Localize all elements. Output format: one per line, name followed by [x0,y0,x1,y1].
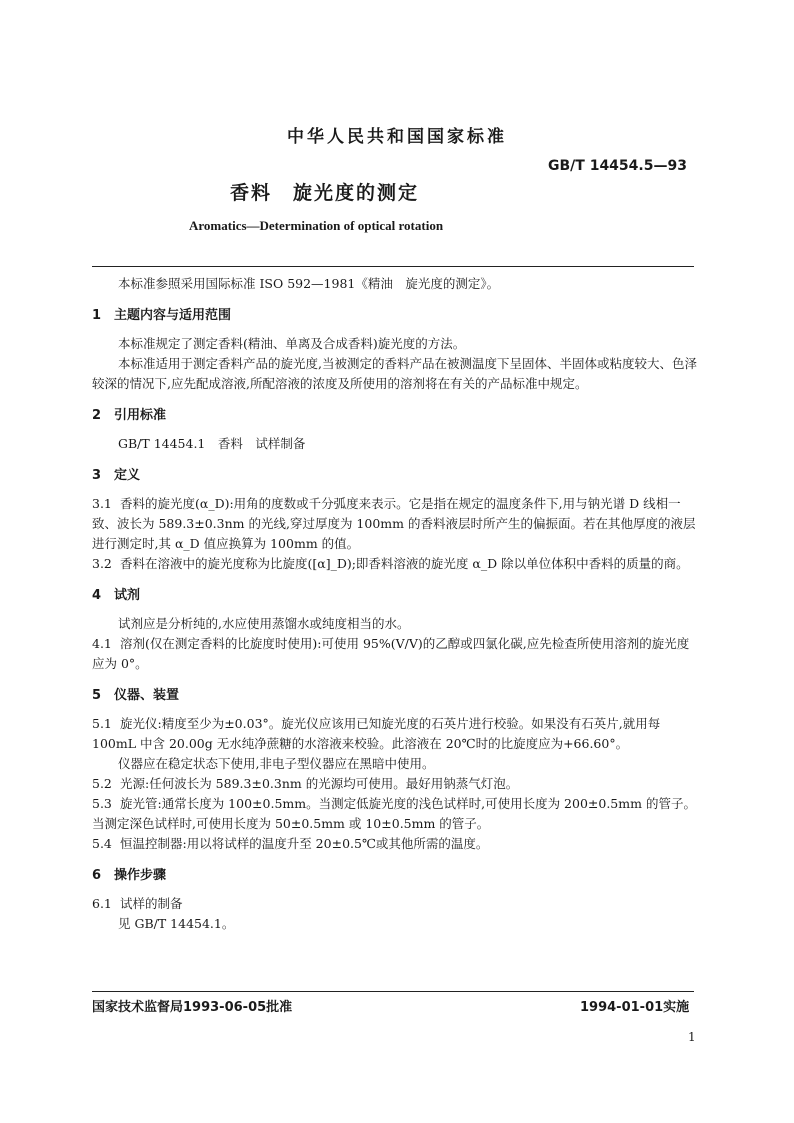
document-body [92,274,698,934]
section-number: 3 [92,468,102,483]
clause-number: 6.1 [92,896,112,911]
implementation-date: 1994-01-01实施 [580,1000,690,1015]
document-title-en: Aromatics—Determination of optical rotation [189,218,444,233]
clause-text: 恒温控制器:用以将试样的温度升至 20±0.5℃或其他所需的温度。 [120,836,489,851]
document-title-cn: 香料 旋光度的测定 [230,182,420,204]
clause-number: 3.2 [92,556,112,571]
top-divider [92,266,694,267]
standard-name: 中华人民共和国国家标准 [287,127,507,147]
clause-text: 旋光管:通常长度为 100±0.5mm。当测定低旋光度的浅色试样时,可使用长度为 200±0.5mm 的管子。当测定深色试样时,可使用长度为 50±0.5mm 或 10±0.5mm 的管子。 [92,796,696,831]
clause-number: 5.4 [92,836,112,851]
paragraph: GB/T 14454.1 香料 试样制备 [118,436,306,451]
clause-5-4 [92,834,698,854]
section-3-heading [92,466,698,486]
clause-5-2 [92,774,698,794]
clause-4-1 [92,634,698,674]
section-number: 1 [92,308,102,323]
section-title: 试剂 [114,588,141,603]
page-number: 1 [688,1030,696,1044]
clause-text: 香料在溶液中的旋光度称为比旋度([α]_D);即香料溶液的旋光度 α_D 除以单位体积中香料的质量的商。 [120,556,689,571]
section-title: 主题内容与适用范围 [114,308,232,323]
clause-number: 3.1 [92,496,112,511]
clause-3-1 [92,494,698,554]
clause-3-2 [92,554,698,574]
section-title: 操作步骤 [114,868,167,883]
section-2-heading [92,406,698,426]
clause-text: 香料的旋光度(α_D):用角的度数或千分弧度来表示。它是指在规定的温度条件下,用与钠光谱 D 线相一致、波长为 589.3±0.3nm 的光线,穿过厚度为 100mm 的香料液层时所产生的偏振面。若在其他厚度的液层进行测定时,其 α_D 值应换算为 100mm 的值。 [92,496,696,551]
section-title: 仪器、装置 [114,688,180,703]
approval-line: 国家技术监督局1993-06-05批准 [92,1000,293,1015]
section-number: 6 [92,868,102,883]
section-6-heading [92,866,698,886]
section-5-heading [92,686,698,706]
section-number: 4 [92,588,102,603]
clause-6-1 [92,894,698,914]
clause-5-1 [92,714,698,754]
section-number: 2 [92,408,102,423]
section-1-heading [92,306,698,326]
clause-text: 光源:任何波长为 589.3±0.3nm 的光源均可使用。最好用钠蒸气灯泡。 [120,776,519,791]
clause-text: 旋光仪:精度至少为±0.03°。旋光仪应该用已知旋光度的石英片进行校验。如果没有石英片,就用每 100mL 中含 20.00g 无水纯净蔗糖的水溶液来校验。此溶液在 20℃时的比旋度应为+66.60°。 [92,716,661,751]
section-title: 定义 [114,468,141,483]
clause-number: 4.1 [92,636,112,651]
clause-number: 5.3 [92,796,112,811]
clause-text: 试样的制备 [120,896,183,911]
bottom-divider [92,991,694,992]
intro-paragraph: 本标准参照采用国际标准 ISO 592—1981《精油 旋光度的测定》。 [118,276,500,291]
clause-5-1-note: 仪器应在稳定状态下使用,非电子型仪器应在黑暗中使用。 [118,756,435,771]
clause-5-3 [92,794,698,834]
section-number: 5 [92,688,102,703]
paragraph: 试剂应是分析纯的,水应使用蒸馏水或纯度相当的水。 [118,616,410,631]
clause-number: 5.1 [92,716,112,731]
clause-number: 5.2 [92,776,112,791]
paragraph: 本标准适用于测定香料产品的旋光度,当被测定的香料产品在被测温度下呈固体、半固体或粘度较大、色泽较深的情况下,应先配成溶液,所配溶液的浓度及所使用的溶剂将在有关的产品标准中规定。 [92,356,697,391]
section-title: 引用标准 [114,408,167,423]
section-4-heading [92,586,698,606]
clause-6-1-note: 见 GB/T 14454.1。 [118,916,235,931]
paragraph: 本标准规定了测定香料(精油、单离及合成香料)旋光度的方法。 [118,336,466,351]
standard-number: GB/T 14454.5—93 [548,158,687,174]
clause-text: 溶剂(仅在测定香料的比旋度时使用):可使用 95%(V/V)的乙醇或四氯化碳,应先检查所使用溶剂的旋光度应为 0°。 [92,636,690,671]
